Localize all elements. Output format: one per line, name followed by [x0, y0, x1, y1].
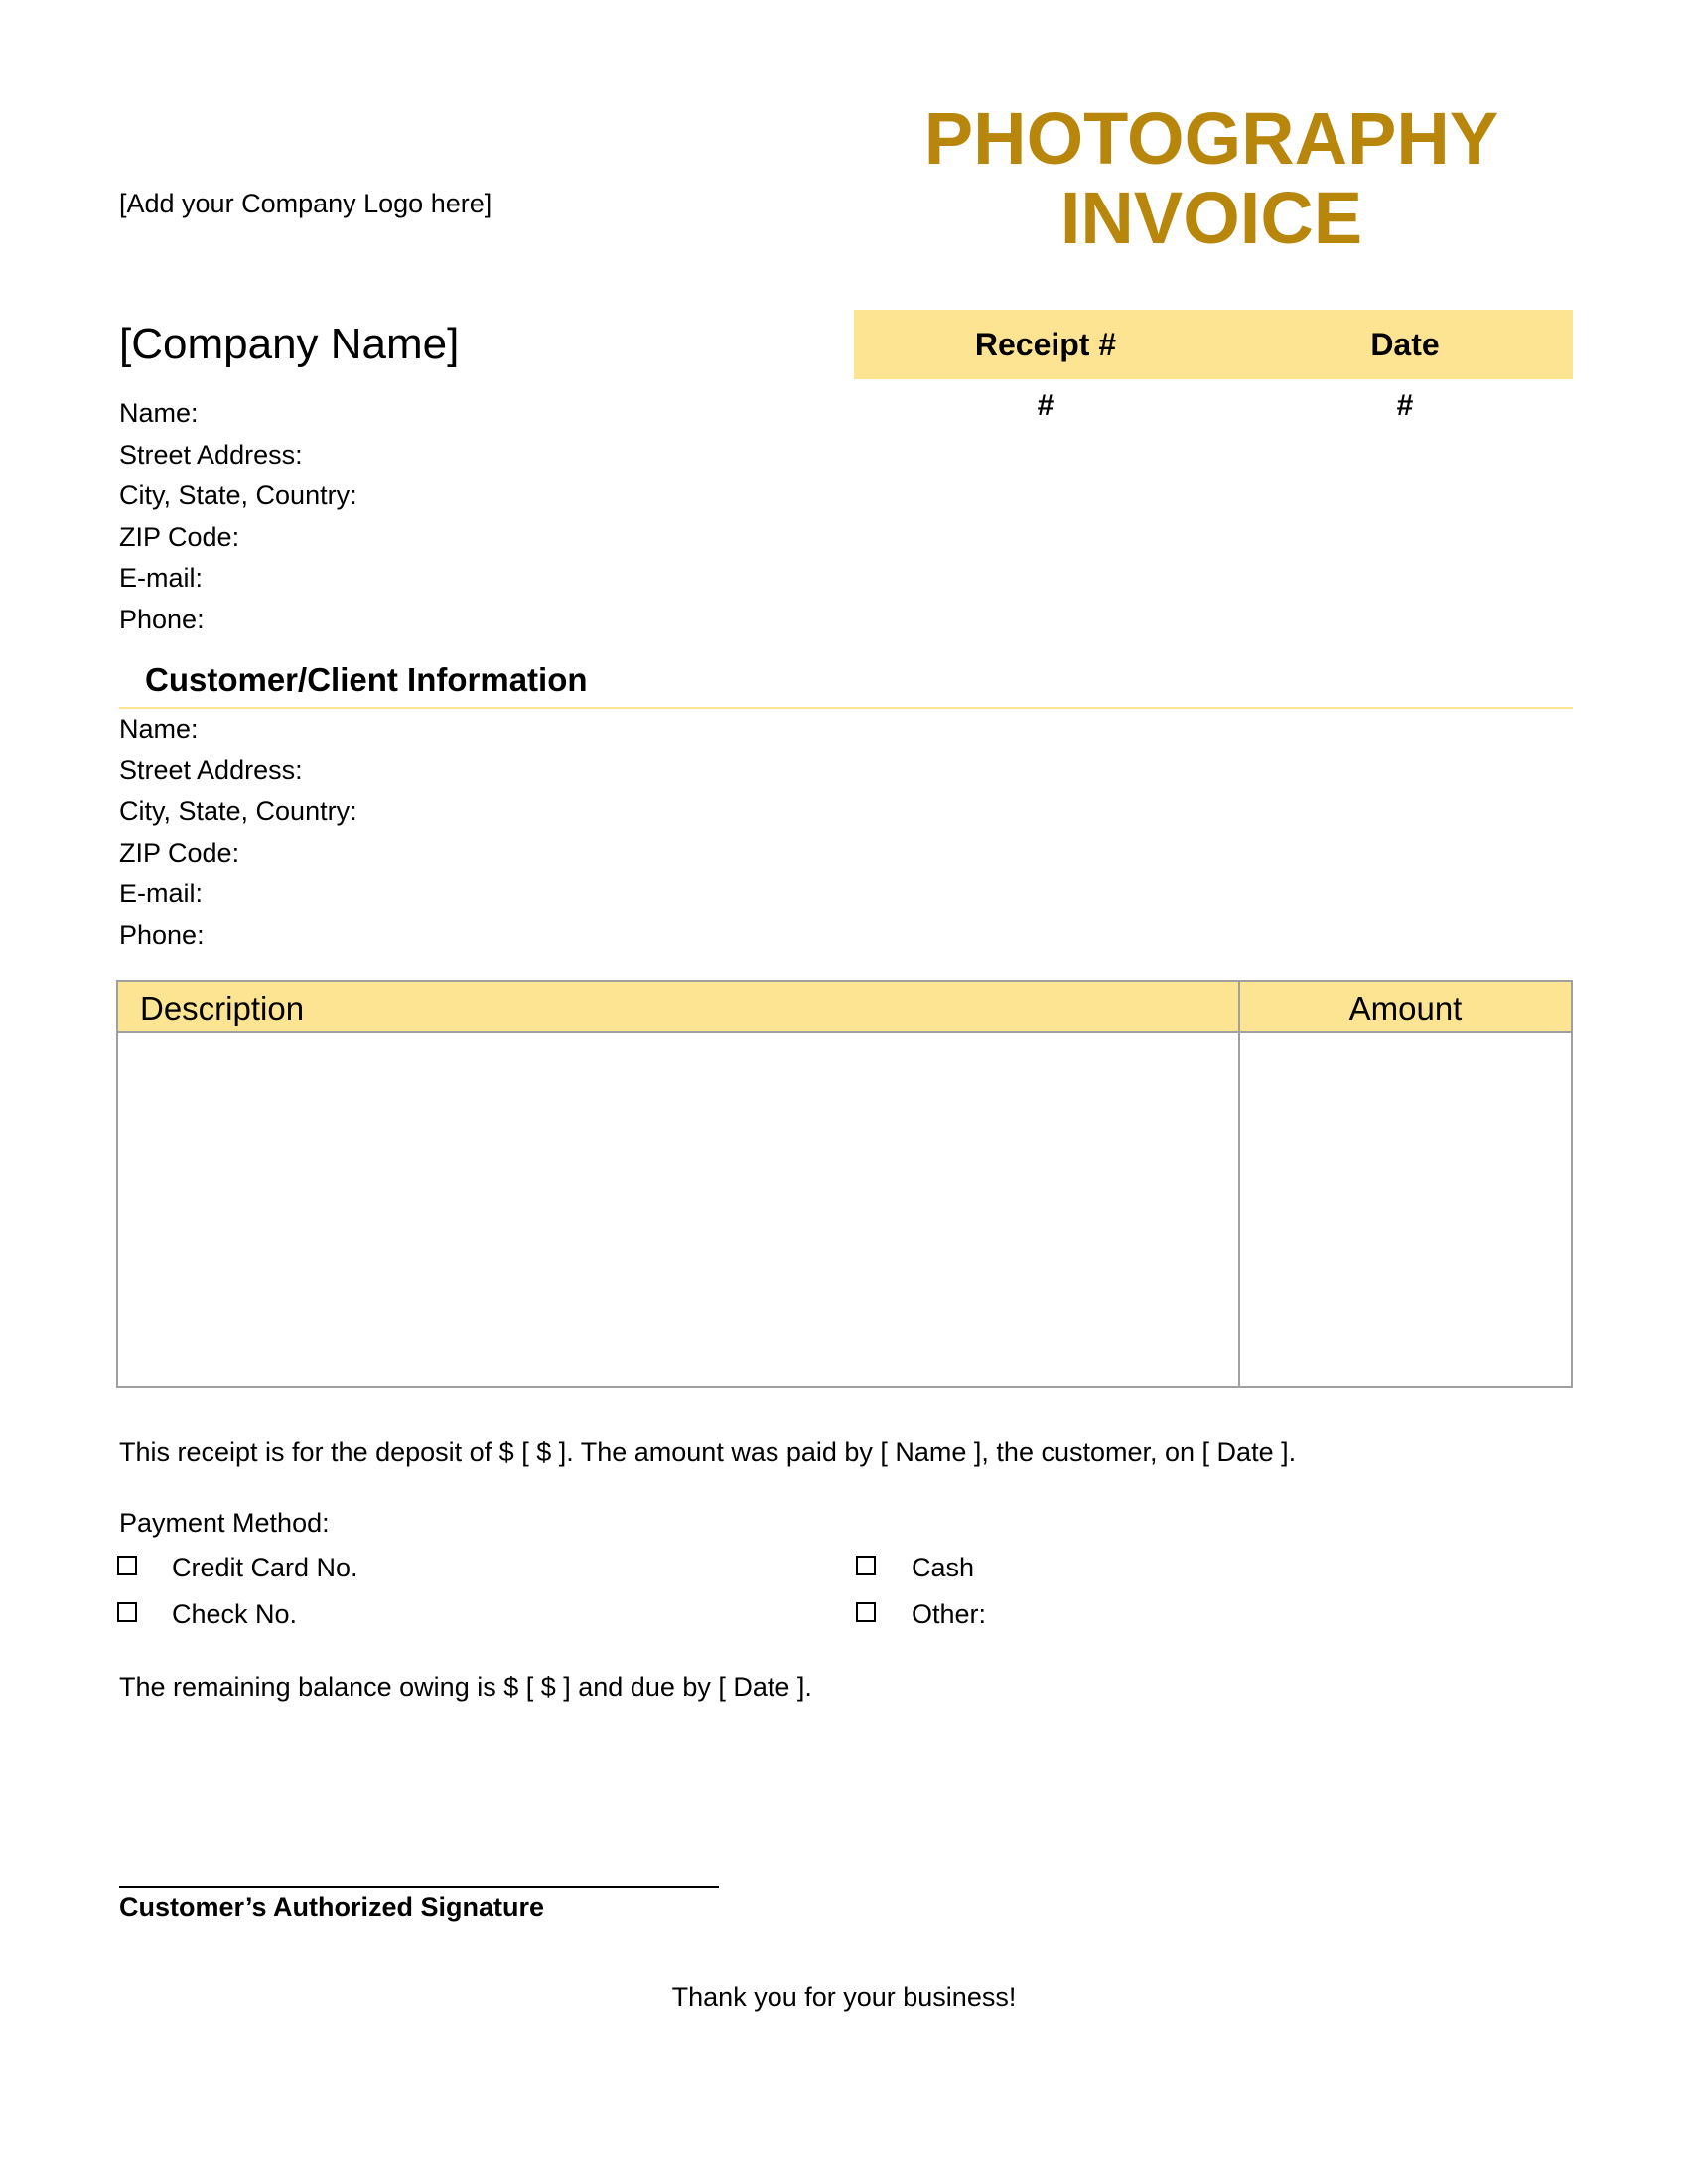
- customer-field-name: Name:: [119, 714, 199, 744]
- receipt-number-label: Receipt #: [974, 326, 1117, 362]
- company-field-email: E-mail:: [119, 563, 204, 593]
- customer-section-title: Customer/Client Information: [145, 661, 588, 698]
- other-checkbox[interactable]: [856, 1602, 876, 1622]
- signature-label: Customer’s Authorized Signature: [119, 1892, 545, 1922]
- customer-field-city: City, State, Country:: [119, 796, 357, 826]
- signature-line[interactable]: [119, 1886, 719, 1888]
- credit-card-label: Credit Card No.: [172, 1553, 358, 1582]
- table-column-divider: [1238, 982, 1240, 1386]
- amount-header: Amount: [1348, 990, 1463, 1026]
- company-field-city: City, State, Country:: [119, 480, 357, 510]
- receipt-number-value[interactable]: #: [1037, 389, 1055, 422]
- items-table: [116, 980, 1573, 1388]
- credit-card-checkbox[interactable]: [117, 1556, 137, 1575]
- company-field-name: Name:: [119, 398, 199, 428]
- cash-checkbox[interactable]: [856, 1556, 876, 1575]
- logo-placeholder: [Add your Company Logo here]: [119, 189, 492, 218]
- description-header: Description: [140, 990, 305, 1026]
- check-checkbox[interactable]: [117, 1602, 137, 1622]
- customer-field-zip: ZIP Code:: [119, 837, 240, 868]
- items-table-header: [118, 982, 1571, 1033]
- customer-field-email: E-mail:: [119, 879, 204, 908]
- customer-field-phone: Phone:: [119, 919, 205, 950]
- payment-method-label: Payment Method:: [119, 1508, 330, 1538]
- company-field-street: Street Address:: [119, 439, 303, 470]
- company-name: [Company Name]: [119, 320, 460, 368]
- invoice-title: [854, 99, 1569, 258]
- other-label: Other:: [912, 1599, 987, 1629]
- company-field-zip: ZIP Code:: [119, 521, 240, 552]
- cash-label: Cash: [912, 1553, 975, 1582]
- company-field-phone: Phone:: [119, 604, 205, 634]
- title-line-2: INVOICE: [1059, 177, 1363, 259]
- check-label: Check No.: [172, 1599, 298, 1629]
- date-label: Date: [1370, 326, 1440, 362]
- thank-you-note: Thank you for your business!: [671, 1982, 1017, 2012]
- date-value[interactable]: #: [1396, 389, 1414, 422]
- receipt-header: [854, 310, 1573, 379]
- deposit-statement: This receipt is for the deposit of $ [ $ ]. The amount was paid by [ Name ], the customer, on [ Date ].: [119, 1437, 1297, 1467]
- customer-fields: [119, 709, 357, 956]
- customer-field-street: Street Address:: [119, 754, 303, 785]
- receipt-values: [854, 389, 1573, 423]
- balance-statement: The remaining balance owing is $ [ $ ] and due by [ Date ].: [119, 1672, 812, 1702]
- title-line-1: PHOTOGRAPHY: [923, 97, 1499, 180]
- company-fields: [119, 393, 357, 640]
